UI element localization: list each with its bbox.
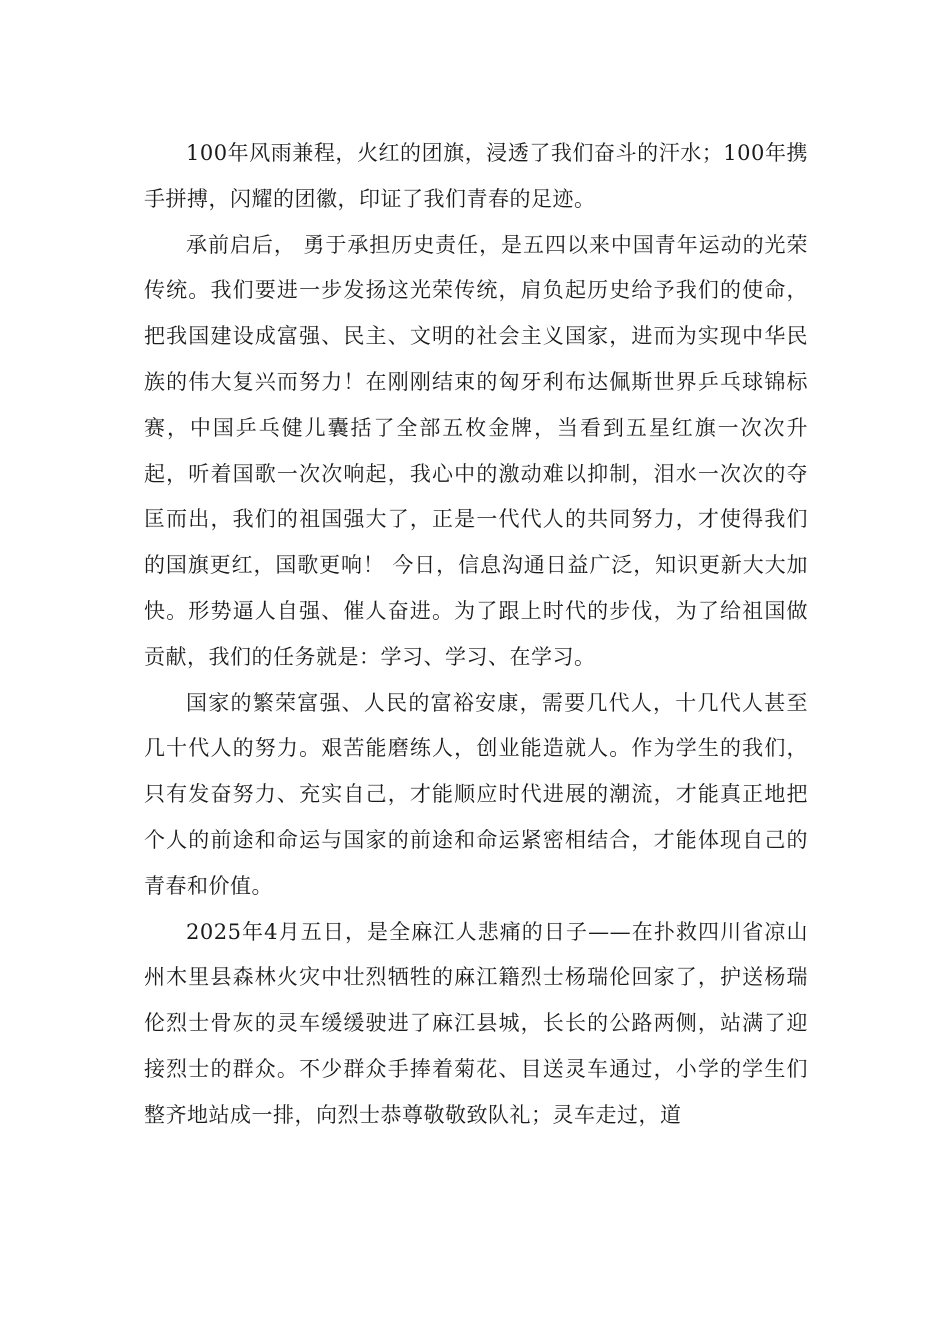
paragraph-4: 2025年4月五日，是全麻江人悲痛的日子——在扑救四川省凉山州木里县森林火灾中壮烈牺牲的麻江籍烈士杨瑞伦回家了，护送杨瑞伦烈士骨灰的灵车缓缓驶进了麻江县城，长长的公路两侧，站满了迎接烈士的群众。不少群众手捧着菊花、目送灵车通过，小学的学生们整齐地站成一排，向烈士恭尊敬敬致队礼；灵车走过，道 bbox=[144, 919, 808, 1127]
paragraph-3: 国家的繁荣富强、人民的富裕安康，需要几代人，十几代人甚至几十代人的努力。艰苦能磨练人，创业能造就人。作为学生的我们，只有发奋努力、充实自己，才能顺应时代进展的潮流，才能真正地把个人的前途和命运与国家的前途和命运紧密相结合，才能体现自己的青春和价值。 bbox=[144, 690, 808, 898]
paragraph-2: 承前启后， 勇于承担历史责任，是五四以来中国青年运动的光荣传统。我们要进一步发扬这光荣传统，肩负起历史给予我们的使命，把我国建设成富强、民主、文明的社会主义国家，进而为实现中华民族的伟大复兴而努力！在刚刚结束的匈牙利布达佩斯世界乒乓球锦标赛，中国乒乓健儿囊括了全部五枚金牌，当看到五星红旗一次次升起，听着国歌一次次响起，我心中的激动难以抑制，泪水一次次的夺匡而出，我们的祖国强大了，正是一代代人的共同努力，才使得我们的国旗更红，国歌更响！ 今日，信息沟通日益广泛，知识更新大大加快。形势逼人自强、催人奋进。为了跟上时代的步伐，为了给祖国做贡献，我们的任务就是：学习、学习、在学习。 bbox=[144, 232, 808, 669]
document-body bbox=[144, 131, 808, 1139]
paragraph-1: 100年风雨兼程，火红的团旗，浸透了我们奋斗的汗水；100年携手拼搏，闪耀的团徽，印证了我们青春的足迹。 bbox=[144, 141, 808, 211]
